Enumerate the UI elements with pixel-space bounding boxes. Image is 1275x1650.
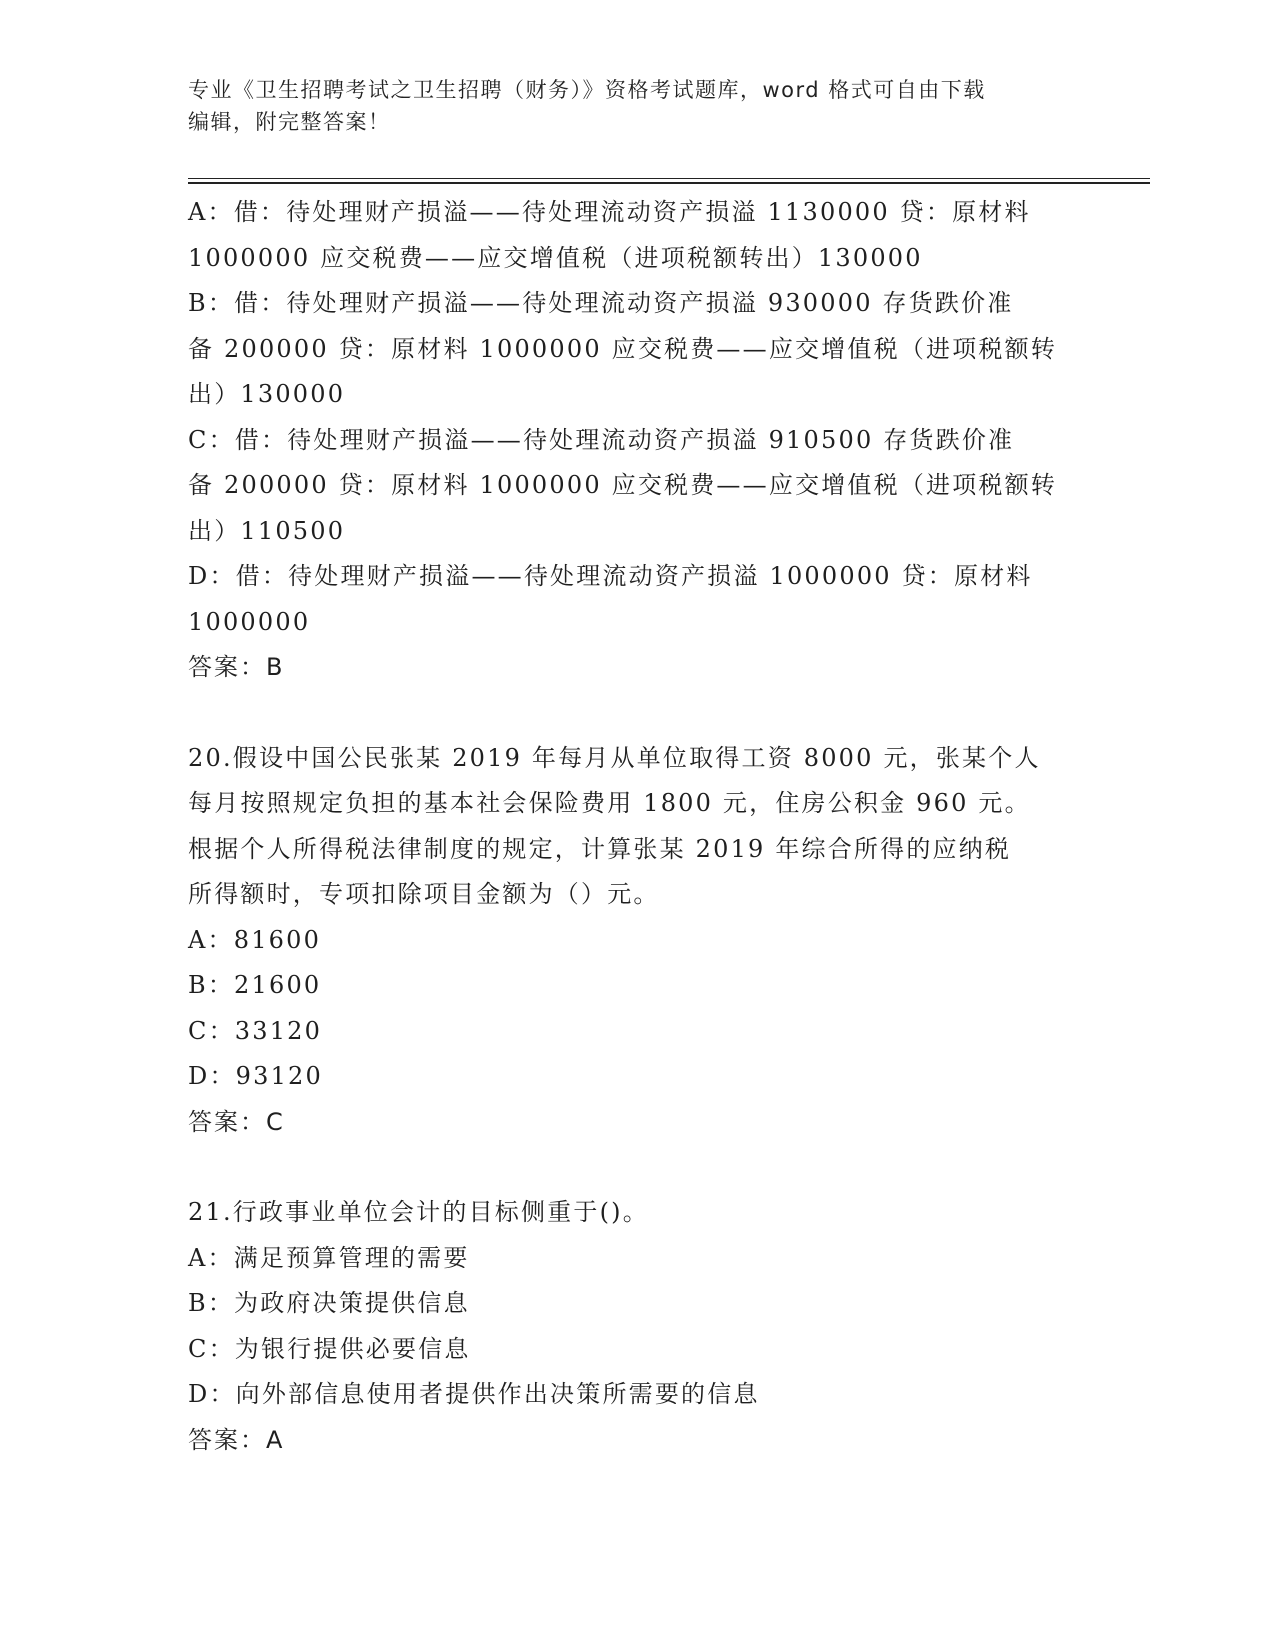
q21-option-d: D：向外部信息使用者提供作出决策所需要的信息	[188, 1380, 760, 1408]
q19-option-d-line1: D：借：待处理财产损溢——待处理流动资产损溢 1000000 贷：原材料	[188, 562, 1033, 590]
q20-answer: 答案：C	[188, 1107, 285, 1136]
question-spacer	[188, 691, 1078, 736]
q20-stem-line3: 根据个人所得税法律制度的规定，计算张某 2019 年综合所得的应纳税	[188, 834, 1012, 863]
header-line-1: 专业《卫生招聘考试之卫生招聘（财务）》资格考试题库，word 格式可自由下载	[188, 78, 986, 102]
q20-stem-line1: 20.假设中国公民张某 2019 年每月从单位取得工资 8000 元，张某个人	[188, 743, 1041, 772]
q19-option-a-line1: A：借：待处理财产损溢——待处理流动资产损溢 1130000 贷：原材料	[188, 198, 1031, 226]
question-content	[188, 190, 1078, 1463]
document-header	[188, 74, 1088, 138]
q20-option-c: C：33120	[188, 1016, 323, 1045]
q20-option-b: B：21600	[188, 971, 322, 999]
q19-option-c-line3: 出）110500	[188, 516, 346, 545]
q21-option-c: C：为银行提供必要信息	[188, 1334, 471, 1363]
q20-stem-line2: 每月按照规定负担的基本社会保险费用 1800 元，住房公积金 960 元。	[188, 789, 1031, 817]
q21-stem: 21.行政事业单位会计的目标侧重于()。	[188, 1198, 649, 1226]
q19-option-c-line1: C：借：待处理财产损溢——待处理流动资产损溢 910500 存货跌价准	[188, 425, 1015, 454]
q19-option-b-line1: B：借：待处理财产损溢——待处理流动资产损溢 930000 存货跌价准	[188, 289, 1014, 317]
header-divider-thin	[188, 178, 1150, 179]
q21-option-b: B：为政府决策提供信息	[188, 1289, 470, 1317]
q19-option-a-line2: 1000000 应交税费——应交增值税（进项税额转出）130000	[188, 243, 923, 272]
q19-answer: 答案：B	[188, 653, 285, 681]
q20-stem-line4: 所得额时，专项扣除项目金额为（）元。	[188, 880, 660, 908]
q21-option-a: A：满足预算管理的需要	[188, 1243, 470, 1272]
q21-answer: 答案：A	[188, 1425, 285, 1454]
q19-option-b-line3: 出）130000	[188, 380, 346, 408]
question-spacer	[188, 1145, 1078, 1190]
header-divider-thick	[188, 182, 1150, 184]
q20-option-a: A：81600	[188, 925, 322, 954]
q19-option-b-line2: 备 200000 贷：原材料 1000000 应交税费——应交增值税（进项税额转	[188, 334, 1058, 363]
q19-option-c-line2: 备 200000 贷：原材料 1000000 应交税费——应交增值税（进项税额转	[188, 471, 1058, 499]
q19-option-d-line2: 1000000	[188, 607, 311, 636]
header-line-2: 编辑，附完整答案！	[188, 110, 391, 134]
q20-option-d: D：93120	[188, 1062, 323, 1090]
